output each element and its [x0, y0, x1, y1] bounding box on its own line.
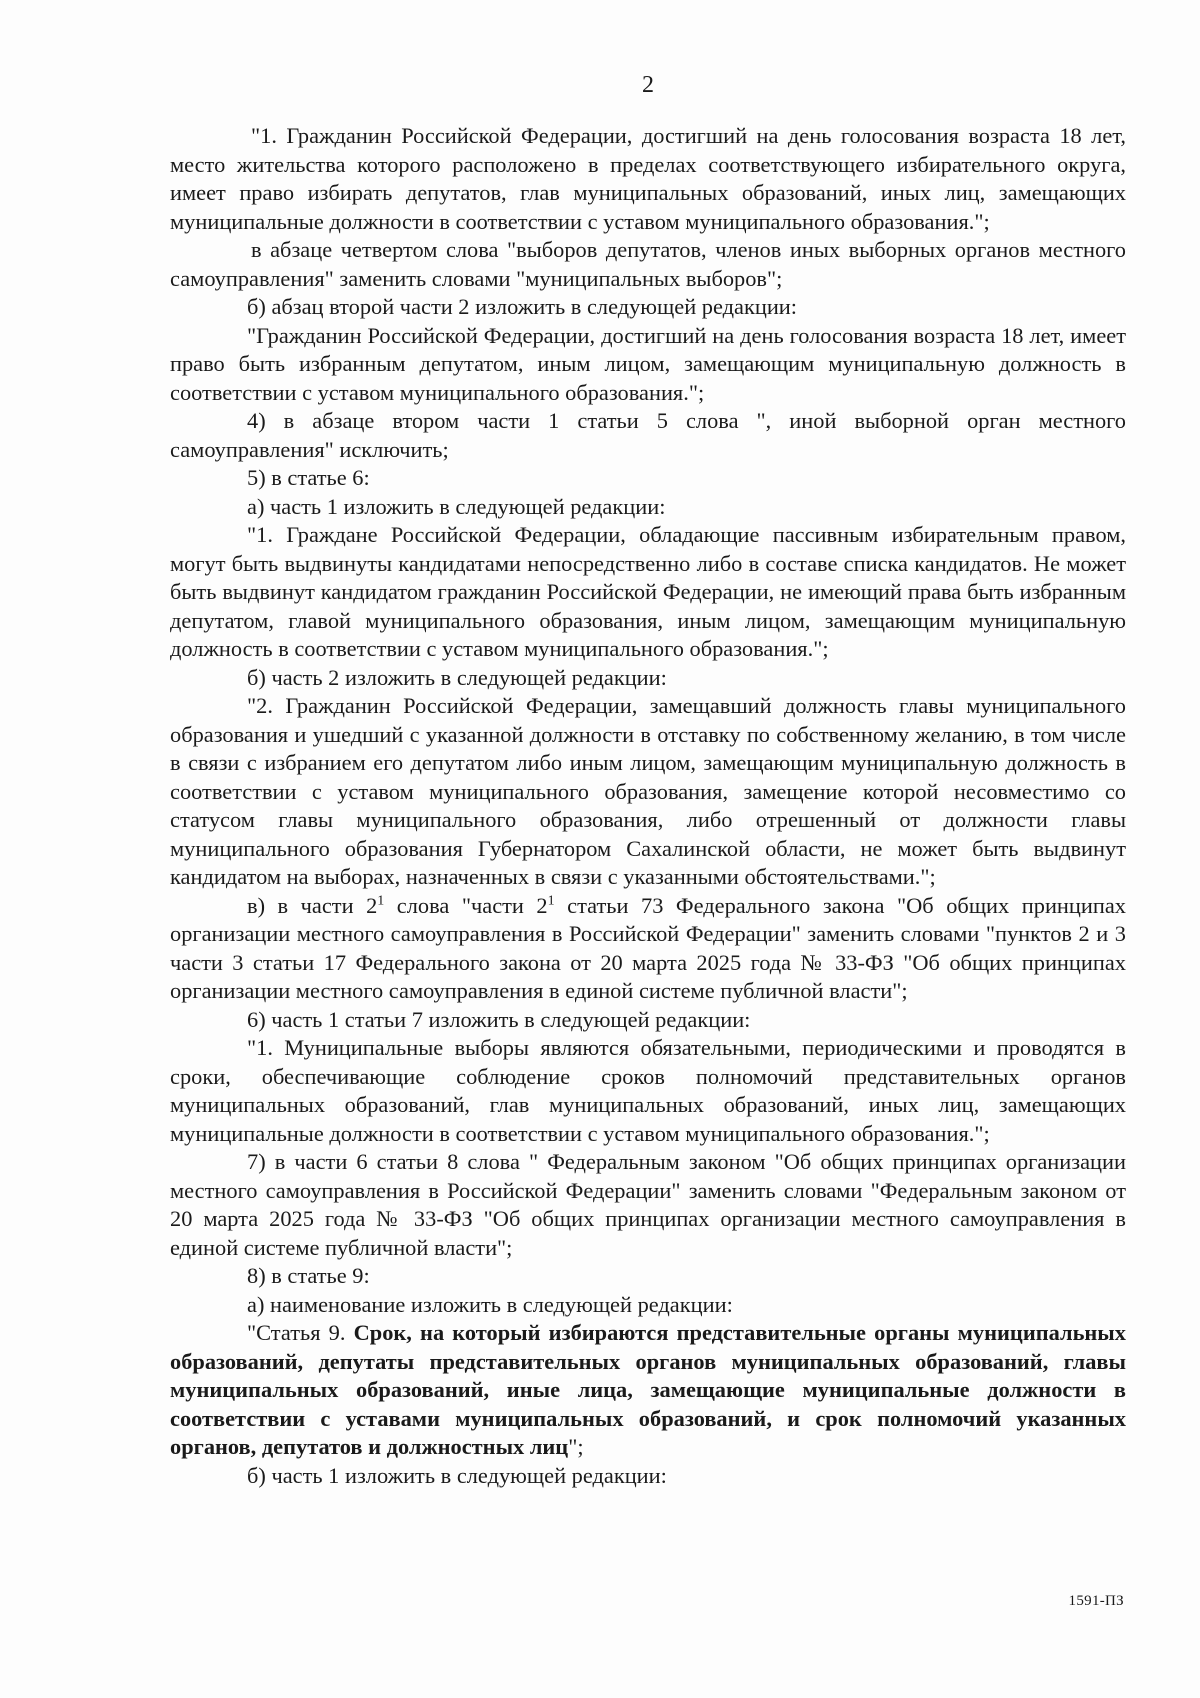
paragraph: "1. Граждане Российской Федерации, обладающие пассивным избирательным правом, могут быть выдвинуты кандидатами непосредственно либо в составе списка кандидатов. Не может быть выдвинут кандидатом гражданин Российской Федерации, не имеющий права быть избранным депутатом, главой муниципального образования, иным лицом, замещающим муниципальную должность в соответствии с уставом муниципального образования."; — [170, 522, 1126, 661]
text-segment: статьи 73 Федерального закона "Об общих принципах организации местного самоуправления в Российской Федерации" заменить словами "пунктов 2 и 3 части 3 статьи 17 Федерального закона от 20 марта 2025 года № 33-ФЗ "Об общих принципах организации местного самоуправления в единой системе публичной власти"; — [170, 892, 1126, 1003]
bold-text-segment: Срок, на который избираются представительные органы муниципальных образований, депутаты представительных органов муниципальных образований, главы муниципальных образований, иные лица, замещающие муниципальные должности в соответствии с уставами муниципальных образований, и срок полномочий указанных органов, депутатов и должностных лиц — [170, 1320, 1126, 1459]
paragraph: 8) в статье 9: — [247, 1263, 370, 1288]
paragraph: а) часть 1 изложить в следующей редакции: — [247, 493, 666, 519]
superscript: 1 — [547, 893, 555, 909]
paragraph — [170, 1319, 1126, 1462]
page-number: 2 — [642, 72, 654, 98]
paragraph: "1. Гражданин Российской Федерации, достигший на день голосования возраста 18 лет, место жительства которого расположено в пределах соответствующего избирательного округа, имеет право избирать депутатов, глав муниципальных образований, иных лиц, замещающих муниципальные должности в соответствии с уставом муниципального образования."; — [170, 123, 1126, 234]
paragraph: в абзаце четвертом слова "выборов депутатов, членов иных выборных органов местного самоуправления" заменить словами "муниципальных выборов"; — [170, 237, 1126, 291]
paragraph: "1. Муниципальные выборы являются обязательными, периодическими и проводятся в сроки, обеспечивающие соблюдение сроков полномочий представительных органов муниципальных образований, глав муниципальных образований, иных лиц, замещающих муниципальные должности в соответствии с уставом муниципального образования."; — [170, 1035, 1126, 1146]
text-segment: в) в части 2 — [247, 892, 378, 918]
paragraph: "Гражданин Российской Федерации, достигший на день голосования возраста 18 лет, имеет право быть избранным депутатом, иным лицом, замещающим муниципальную должность в соответствии с уставом муниципального образования."; — [170, 322, 1126, 405]
text-segment: "Статья 9. — [247, 1320, 354, 1345]
paragraph: б) часть 2 изложить в следующей редакции: — [247, 664, 667, 690]
paragraph — [170, 892, 1126, 1006]
text-segment: "; — [568, 1434, 584, 1459]
paragraph: 7) в части 6 статьи 8 слова " Федеральным законом "Об общих принципах организации местного самоуправления в Российской Федерации" заменить словами "Федеральным законом от 20 марта 2025 года № 33-ФЗ "Об общих принципах организации местного самоуправления в единой системе публичной власти"; — [170, 1149, 1126, 1260]
text-segment: слова "части 2 — [384, 892, 548, 918]
document-body — [170, 122, 1126, 1490]
paragraph: 5) в статье 6: — [247, 465, 370, 490]
paragraph: б) абзац второй части 2 изложить в следующей редакции: — [247, 294, 798, 319]
paragraph: а) наименование изложить в следующей редакции: — [247, 1291, 733, 1317]
paragraph: б) часть 1 изложить в следующей редакции: — [247, 1462, 667, 1488]
superscript: 1 — [377, 893, 385, 909]
document-code: 1591-ПЗ — [1068, 1593, 1124, 1609]
paragraph: 6) часть 1 статьи 7 изложить в следующей редакции: — [247, 1006, 751, 1032]
paragraph: "2. Гражданин Российской Федерации, замещавший должность главы муниципального образования и ушедший с указанной должности в отставку по собственному желанию, в том числе в связи с избранием его депутатом либо иным лицом, замещающим муниципальную должность в соответствии с уставом муниципального образования, замещение которой несовместимо со статусом главы муниципального образования, либо отрешенный от должности главы муниципального образования Губернатором Сахалинской области, не может быть выдвинут кандидатом на выборах, назначенных в связи с указанными обстоятельствами."; — [170, 693, 1126, 889]
paragraph: 4) в абзаце втором части 1 статьи 5 слова ", иной выборной орган местного самоуправления" исключить; — [170, 408, 1126, 462]
